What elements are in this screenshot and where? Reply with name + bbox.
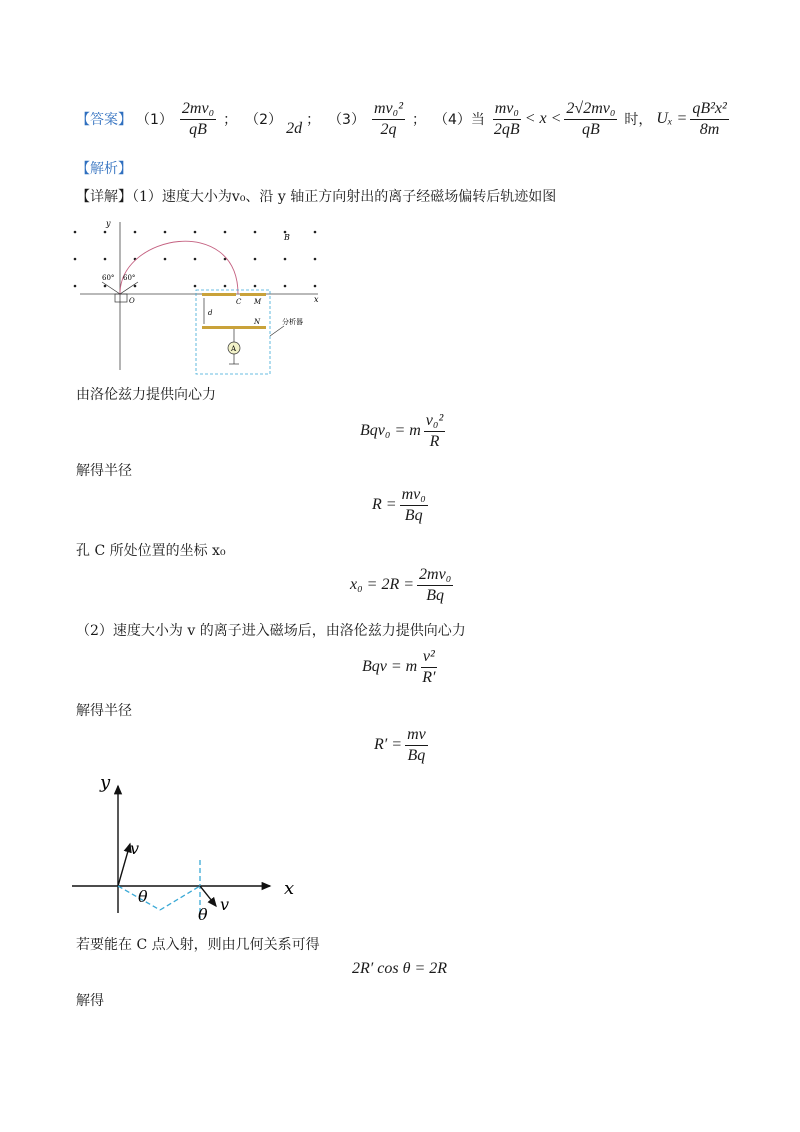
fig1-B-label: B <box>284 233 290 242</box>
answer-part4-lhs <box>492 100 522 138</box>
detail-text: （1）速度大小为v₀、沿 y 轴正方向射出的离子经磁场偏转后轨迹如图 <box>132 189 557 205</box>
answer-part3-fraction <box>372 100 405 138</box>
detail-line <box>76 186 556 206</box>
eq4-lhs: Bqv = m <box>362 658 418 676</box>
eq3-num: 2mv₀ <box>417 566 453 586</box>
ion-source <box>115 294 127 302</box>
answer-part4-label: （4）当 <box>434 112 485 129</box>
answer-part4-u-fraction <box>690 100 728 138</box>
fig1-O-label: O <box>129 297 135 305</box>
eq5-lhs: R′ = <box>374 736 403 754</box>
answer-part1-den: qB <box>189 120 207 138</box>
plate-N <box>202 326 266 329</box>
eq5-den: Bq <box>407 746 426 764</box>
fig2-theta-2: θ <box>198 905 208 924</box>
figure-geometry-diagram <box>66 768 306 928</box>
answer-tag: 【答案】 <box>76 112 132 129</box>
answer-sep2: ； <box>306 112 321 129</box>
fig1-M-label: M <box>254 298 262 306</box>
answer-part4-lhs-num: mv₀ <box>493 100 521 120</box>
fig1-C-label: C <box>236 298 242 306</box>
plate-M-right <box>240 293 266 296</box>
fig1-y-label: y <box>106 219 111 228</box>
fig2-y-label: y <box>100 772 111 793</box>
fig1-analyzer-label: 分析器 <box>282 318 303 326</box>
answer-part4-rhs <box>564 100 617 138</box>
eq3-den: Bq <box>426 586 445 604</box>
answer-sep1: ； <box>223 112 238 129</box>
answer-part3-label: （3） <box>328 112 365 129</box>
fig1-d-label: d <box>208 309 213 317</box>
answer-part4-inequality: < x < <box>524 110 562 128</box>
answer-part4-rhs-den: qB <box>582 120 600 138</box>
answer-part4-u-num: qB²x² <box>690 100 728 120</box>
fig1-angle-left: 60° <box>102 274 115 282</box>
eq5-num: mv <box>405 726 428 746</box>
text-solve-radius-1: 解得半径 <box>76 463 132 479</box>
equation-2 <box>372 486 431 524</box>
fig1-angle-right: 60° <box>123 274 136 282</box>
fig2-velocity-exit <box>200 886 216 906</box>
eq4-den: R′ <box>422 668 436 686</box>
detail-tag: 【详解】 <box>76 189 132 205</box>
equation-5 <box>374 726 431 764</box>
eq2-num: mv₀ <box>400 486 428 506</box>
equation-4 <box>362 648 441 686</box>
answer-part1-label: （1） <box>136 112 173 129</box>
answer-sep3: ； <box>412 112 426 129</box>
answer-part2-value: 2d <box>286 120 303 138</box>
answer-part1-fraction <box>180 100 216 138</box>
answer-part4-when: 时， <box>624 112 653 129</box>
equation-3 <box>350 566 456 604</box>
answer-part3-den: 2q <box>380 120 397 138</box>
answer-line <box>76 100 732 138</box>
fig2-theta-1: θ <box>138 887 148 906</box>
answer-part4-u-den: 8m <box>699 120 720 138</box>
fig2-x-label: x <box>284 878 295 899</box>
text-geometry: 若要能在 C 点入射，则由几何关系可得 <box>76 937 320 953</box>
eq1-num: v₀² <box>424 412 445 432</box>
text-lorentz-1: 由洛伦兹力提供向心力 <box>76 387 216 403</box>
eq2-den: Bq <box>404 506 423 524</box>
analysis-tag: 【解析】 <box>76 161 132 177</box>
eq4-num: v² <box>421 648 437 668</box>
fig1-N-label: N <box>254 318 261 326</box>
text-solve: 解得 <box>76 993 104 1009</box>
text-solve-radius-2: 解得半径 <box>76 703 132 719</box>
equation-1 <box>360 412 448 450</box>
eq1-lhs: Bqv₀ = m <box>360 422 421 440</box>
eq3-lhs: x₀ = 2R = <box>350 576 415 594</box>
angle-line-right <box>120 282 138 294</box>
eq1-den: R <box>429 432 440 450</box>
angle-line-left <box>102 282 120 294</box>
text-part2: （2）速度大小为 v 的离子进入磁场后，由洛伦兹力提供向心力 <box>76 623 466 639</box>
ion-trajectory <box>120 241 238 294</box>
figure-trajectory-diagram <box>70 214 330 376</box>
fig2-v-label-2: v <box>220 895 230 914</box>
answer-part3-num: mv₀² <box>372 100 405 120</box>
text-hole-coordinate: 孔 C 所处位置的坐标 x₀ <box>76 543 226 559</box>
fig2-chord-2 <box>160 886 200 910</box>
fig1-x-label: x <box>314 295 319 304</box>
fig2-v-label-1: v <box>130 839 140 858</box>
answer-part2-label: （2） <box>245 112 283 129</box>
fig2-velocity-origin <box>118 844 130 886</box>
answer-part1-num: 2mv₀ <box>180 100 216 120</box>
eq2-lhs: R = <box>372 496 397 514</box>
answer-part4-u: Uₓ = <box>656 110 688 128</box>
answer-part4-lhs-den: 2qB <box>493 120 520 138</box>
analyzer-leader <box>270 326 284 336</box>
answer-part4-rhs-num: 2√2mv₀ <box>564 100 617 120</box>
fig1-A-label: A <box>231 345 237 353</box>
plate-M-left <box>202 293 236 296</box>
equation-6: 2R′ cos θ = 2R <box>352 960 448 977</box>
